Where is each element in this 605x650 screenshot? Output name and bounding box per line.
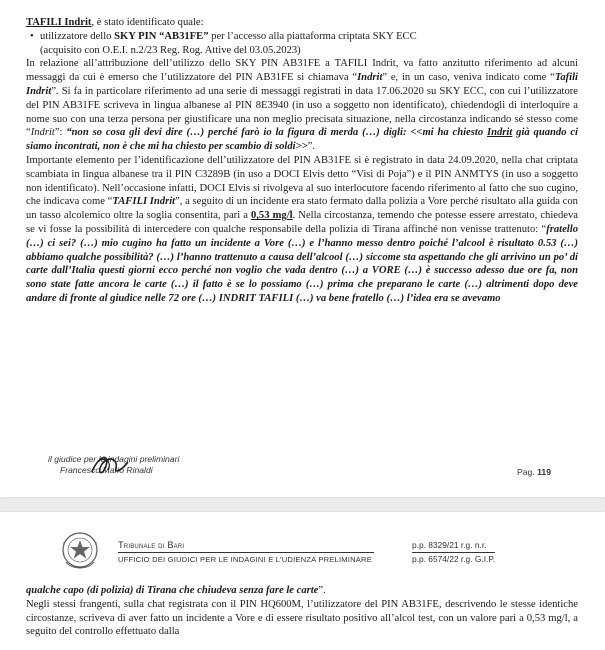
- judge-role: il giudice per le indagini preliminari: [48, 454, 180, 464]
- alcohol-level: 0,53 mg/l: [250, 210, 293, 222]
- paragraph-attribution: In relazione all’attribuzione dell’utilizzo dello SKY PIN AB31FE a TAFILI Indrit, va fatto anzitutto riferimento ad alcuni messaggi da cui è emerso che l’utilizzatore del PIN AB31FE si chiamava “Indrit” e, in un caso, veniva indicato come “Tafili Indrit”. Si fa in particolare riferimento ad una serie di messaggi registrati in data 17.06.2020 su SKY ECC, con cui l’utilizzatore del PIN AB31FE scriveva in lingua albanese al PIN 8E3940 (in uso a soggetto non identificato), chiedendogli di interloquire a nome suo con una terza persona per giustificare una non meglio precisata situazione, nella circostanza indicando sé stesso come “Indrit”: “non so cosa gli devi dire (…) perché farò io la figura di merda (…) digli: <<mi ha chiesto Indrit già quando ci siamo incontrati, non è che mi ha chiesto per scambio di soldi>>”.: [26, 58, 578, 153]
- list-item: • utilizzatore dello SKY PIN “AB31FE” per l’accesso alla piattaforma criptata SKY ECC (acquisito con O.E.I. n.2/23 Reg. Rog. Attive del 03.05.2023): [40, 30, 578, 58]
- page-number: Pag. 119: [517, 467, 551, 477]
- case-number-1: p.p. 8329/21 r.g. n.r.: [412, 540, 487, 550]
- case-number-2: p.p. 6574/22 r.g. G.I.P.: [412, 554, 496, 564]
- paragraph-identification: Importante elemento per l’identificazione dell’utilizzatore del PIN AB31FE si è registrato in data 24.09.2020, nella chat criptata scambiata in lingua albanese tra il PIN C3289B (in uso a DOCI Elvis detto “Visi di Poja”) e il PIN ANMTYS (in uso a soggetto non identificato). Nell’occasione infatti, DOCI Elvis si rivolgeva al suo interlocutore facendo riferimento al fatto che suo cugino, che indicava come “TAFILI Indrit”, a seguito di un incidente era stato fermato dalla polizia a Vore perché risultato alla guida con un tasso alcolemico oltre la soglia consentita, pari a 0,53 mg/l. Nella circostanza, temendo che potesse essere arrestato, chiedeva se vi fosse la possibilità di intercedere con qualche responsabile della polizia di Tirana affinché non venisse trattenuto: “fratello (…) ci sei? (…) mio cugino ha fatto un incidente a Vore (…) e l’hanno messo dentro poiché l’alcool è risultato 0.53 (…) abbiamo qualche possibilità? (…) l’hanno trattenuto a causa dell’alcool (…) siccome sta aspettando che gli arrivino un po’ di carte dall’Italia questi giorni ecco perché non voglio che vada dentro (…) a VORE (…) è successo adesso due ore fa, non sono state fatte ancora le carte (…) il fatto è se lo possiamo (…) prima che preparano le carte (…) altrimenti dopo deve andare di fronte al giudice nelle 72 ore (…) INDRIT TAFILI (…) va bene fratello (…) l’idea era se avevamo: [26, 154, 578, 304]
- judge-name: Francesco Mario Rinaldi: [60, 465, 153, 475]
- case-numbers: [412, 540, 495, 565]
- paragraph-hq600m: Negli stessi frangenti, sulla chat registrata con il PIN HQ600M, l’utilizzatore del PIN AB31FE, descrivendo le stesse identiche circostanze, scriveva di aver fatto un incidente a Vore e di essere risultato positivo all’alcol test, con un valore pari a 0,53 mg/l, a seguito del controllo effettuato dalla: [26, 598, 578, 638]
- italian-republic-emblem-icon: [60, 528, 100, 572]
- intro-line: TAFILI Indrit, è stato identificato quale:: [26, 17, 204, 28]
- quote: “non so cosa gli devi dire (…) perché farò io la figura di merda (…) digli: <<mi ha chiesto: [66, 127, 487, 139]
- acquisition-note: (acquisito con O.E.I. n.2/23 Reg. Rog. Attive del 03.05.2023): [40, 44, 301, 56]
- quote-continuation: qualche capo (di polizia) di Tirana che chiudeva senza fare le carte”.: [26, 585, 326, 596]
- court-header: [118, 540, 374, 565]
- sky-pin: SKY PIN “AB31FE”: [114, 30, 209, 42]
- handwritten-signature-icon: [88, 450, 134, 480]
- subject-name: TAFILI Indrit: [26, 17, 92, 28]
- page-body: [26, 16, 578, 306]
- court-office: UFFICIO DEI GIUDICI PER LE INDAGINI E L’UDIENZA PRELIMINARE: [118, 552, 374, 565]
- quote: fratello (…) ci sei? (…) mio cugino ha fatto un incidente a Vore (…) e l’hanno messo dentro poiché l’alcool è risultato 0.53 (…) abbiamo qualche possibilità? (…) l’hanno trattenuto a causa dell’alcool (…) siccome sta aspettando che gli arrivino un po’ di carte dall’Italia questi giorni ecco perché non voglio che vada dentro (…) a VORE (…) è successo adesso due ore fa, non sono state fatte ancora le carte (…) il fatto è se lo possiamo (…) prima che preparano le carte (…) altrimenti dopo deve andare di fronte al giudice nelle 72 ore (…) INDRIT TAFILI (…) va bene fratello (…) l’idea era se avevamo: [26, 223, 578, 304]
- court-name: Tribunale di Bari: [118, 540, 185, 550]
- page-2-body: [26, 584, 578, 639]
- identification-list: [26, 30, 578, 58]
